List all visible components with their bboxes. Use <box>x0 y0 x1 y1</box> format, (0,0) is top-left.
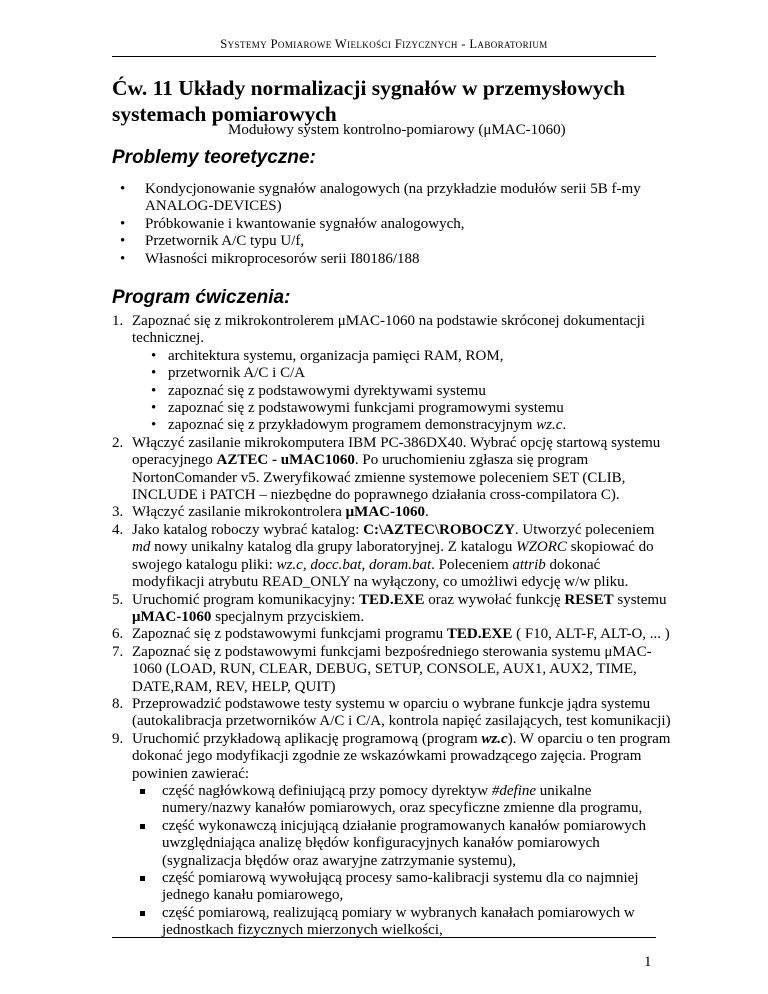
step-text: Jako katalog roboczy wybrać katalog: <box>132 521 364 538</box>
program-step-7 <box>112 644 672 696</box>
step-number: 2. <box>112 434 124 451</box>
step-text: ). W oparciu o ten program dokonać jego modyfikacji zgodnie ze wskazówkami prowadzącego zajęcia. Program powinien zawierać: <box>132 730 671 782</box>
step-number: 3. <box>112 504 124 521</box>
program-name: TED.EXE <box>359 591 425 608</box>
step-text: . Utworzyć poleceniem <box>514 521 655 538</box>
sub-item: część pomiarową wywołującą procesy samo-kalibracji systemu dla co najmniej jednego kanału pomiarowego, <box>132 870 672 905</box>
step-text: dokonać modyfikacji atrybutu READ_ONLY na wyłączony, co umożliwi edycję w/w pliku. <box>132 556 629 591</box>
program-heading: Program ćwiczenia: <box>112 287 291 308</box>
sub-item: • zapoznać się z podstawowymi dyrektywami systemu <box>132 383 672 400</box>
step-number: 9. <box>112 730 124 747</box>
program-step-2 <box>112 435 672 505</box>
step-text: systemu <box>613 591 667 608</box>
step-number: 4. <box>112 521 124 538</box>
step-text: . Po uruchomieniu zgłasza się program NortonComander v5. Zweryfikować zmienne systemowe poleceniem SET (CLIB, INCLUDE i PATCH – niezbędne do poprawnego działania cross-compilatora C). <box>132 452 626 504</box>
step-text: . Poleceniem <box>431 556 513 573</box>
theory-item: • Próbkowanie i kwantowanie sygnałów analogowych, <box>112 216 672 233</box>
step-text: Zapoznać się z mikrokontrolerem μMAC-1060 na podstawie skróconej dokumentacji technicznej. <box>132 313 645 347</box>
theory-list <box>112 181 672 268</box>
program-step-1 <box>112 313 672 435</box>
sub-item-text: zapoznać się z przykładowym programem demonstracyjnym <box>168 417 533 434</box>
sub-item: • zapoznać się z podstawowymi funkcjami programowymi systemu <box>132 400 672 417</box>
step-text: oraz wywołać funkcję <box>424 591 565 608</box>
program-name: TED.EXE <box>446 626 513 643</box>
theory-item: • Własności mikroprocesorów serii I80186/188 <box>112 251 672 268</box>
sub-item: część pomiarową, realizującą pomiary w wybranych kanałach pomiarowych w jednostkach fizycznych mierzonych wielkości, <box>132 905 672 940</box>
step-1-sublist <box>132 348 672 435</box>
step-number: 6. <box>112 626 124 643</box>
step-text: Włączyć zasilanie mikrokomputera IBM PC-386DX40. Wybrać opcję startową systemu operacyjnego <box>132 434 661 469</box>
file-name: wz.c <box>481 730 508 747</box>
step-number: 1. <box>112 313 124 329</box>
exercise-title: Ćw. 11 Układy normalizacji sygnałów w przemysłowych systemach pomiarowych <box>112 76 626 126</box>
step-number: 5. <box>112 591 124 608</box>
program-step-6 <box>112 626 672 643</box>
program-step-8 <box>112 696 672 731</box>
boot-option: AZTEC - uMAC1060 <box>216 452 355 469</box>
theory-heading: Problemy teoretyczne: <box>112 147 316 168</box>
directive-name: #define <box>491 782 537 799</box>
step-text: Zapoznać się z podstawowymi funkcjami bezpośredniego sterowania systemu μMAC-1060 (LOAD, RUN, CLEAR, DEBUG, SETUP, CONSOLE, AUX1, AUX2, TIME, DATE,RAM, REV, HELP, QUIT) <box>132 643 652 695</box>
command-name: md <box>132 539 151 556</box>
step-text: specjalnym przyciskiem. <box>211 608 365 625</box>
step-text: Uruchomić program komunikacyjny: <box>132 591 360 608</box>
exercise-subtitle: Modułowy system kontrolno-pomiarowy (μMAC-1060) <box>228 122 566 138</box>
device-name: μMAC-1060 <box>345 504 425 521</box>
theory-item: • Przetwornik A/C typu U/f, <box>112 233 672 250</box>
sub-item: • architektura systemu, organizacja pamięci RAM, ROM, <box>132 348 672 365</box>
sub-item <box>132 783 672 818</box>
sub-item: część wykonawczą inicjującą działanie programowanych kanałów pomiarowych uwzględniająca analizę błędów konfiguracyjnych kanałów pomiarowych (sygnalizacja błędów oraz awaryjne zatrzymanie systemu), <box>132 818 672 870</box>
step-text: skopiować do swojego katalogu pliki: <box>132 539 654 573</box>
running-header: Systemy Pomiarowe Wielkości Fizycznych - Laboratorium <box>220 37 548 51</box>
command-name: attrib <box>512 556 546 573</box>
sub-item <box>132 417 672 434</box>
device-name: μMAC-1060 <box>132 608 212 625</box>
step-text: Przeprowadzić podstawowe testy systemu w oparciu o wybrane funkcje jądra systemu (autokalibracja przetworników A/C i C/A, kontrola napięć zasilających, test komunikacji) <box>132 695 671 730</box>
footer-rule <box>112 937 656 938</box>
sub-item-text: . <box>562 417 567 434</box>
file-list: wz.c, docc.bat, doram.bat <box>276 556 432 573</box>
step-number: 8. <box>112 695 124 712</box>
theory-item: • Kondycjonowanie sygnałów analogowych (na przykładzie modułów serii 5B f-my ANALOG-DEVICES) <box>112 181 672 216</box>
page-number: 1 <box>644 954 652 970</box>
program-step-9 <box>112 731 672 940</box>
directory-path: C:\AZTEC\ROBOCZY <box>363 521 515 538</box>
step-text: Zapoznać się z podstawowymi funkcjami programu <box>132 626 447 643</box>
header-rule <box>112 56 656 57</box>
step-text: Włączyć zasilanie mikrokontrolera <box>132 504 346 521</box>
sub-item: • przetwornik A/C i C/A <box>132 365 672 382</box>
step-number: 7. <box>112 643 124 660</box>
directory-name: WZORC <box>516 539 567 556</box>
program-step-3 <box>112 504 672 521</box>
step-9-sublist <box>132 783 672 940</box>
sub-item-text: część nagłówkową definiującą przy pomocy dyrektyw <box>162 782 492 799</box>
step-text: Uruchomić przykładową aplikację programową (program <box>132 730 482 747</box>
step-text: ( F10, ALT-F, ALT-O, ... ) <box>512 626 670 643</box>
file-name: wz.c <box>536 417 563 434</box>
program-step-5 <box>112 592 672 627</box>
function-name: RESET <box>564 591 614 608</box>
program-step-4 <box>112 522 672 592</box>
step-text: nowy unikalny katalog dla grupy laboratoryjnej. Z katalogu <box>150 539 517 556</box>
program-steps <box>112 313 672 940</box>
step-text: . <box>424 504 429 521</box>
sub-item-text: unikalne numery/nazwy kanałów pomiarowych, oraz specyficzne zmienne dla programu, <box>162 782 643 817</box>
